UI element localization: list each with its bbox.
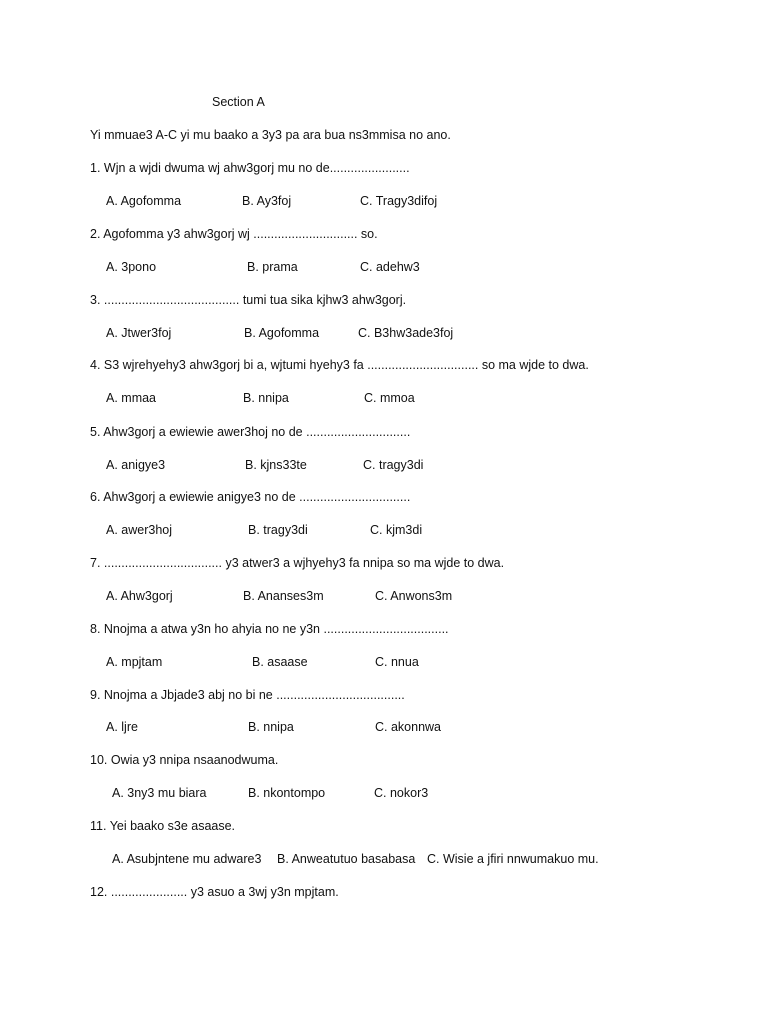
q11-option-b: B. Anweatutuo basabasa [277, 852, 416, 866]
q4-option-a: A. mmaa [106, 391, 157, 405]
question-10: 10. Owia y3 nnipa nsaanodwuma. [90, 753, 279, 767]
question-8: 8. Nnojma a atwa y3n ho ahyia no ne y3n .................................... [90, 622, 449, 636]
q11-option-a: A. Asubjntene mu adware3 [112, 852, 262, 866]
section-title: Section A [212, 95, 265, 109]
q1-option-b: B. Ay3foj [242, 194, 292, 208]
question-2: 2. Agofomma y3 ahw3gorj wj .............................. so. [90, 227, 378, 241]
q3-option-c: C. B3hw3ade3foj [358, 326, 454, 340]
q1-option-a: A. Agofomma [106, 194, 182, 208]
q8-option-a: A. mpjtam [106, 655, 163, 669]
q2-option-b: B. prama [247, 260, 298, 274]
question-7: 7. .................................. y3 atwer3 a wjhyehy3 fa nnipa so ma wjde to dwa. [90, 556, 505, 570]
q9-option-b: B. nnipa [248, 720, 294, 734]
q5-option-a: A. anigye3 [106, 458, 166, 472]
q5-option-c: C. tragy3di [363, 458, 424, 472]
q6-option-c: C. kjm3di [370, 523, 423, 537]
q2-option-c: C. adehw3 [360, 260, 420, 274]
q10-option-b: B. nkontompo [248, 786, 326, 800]
q4-option-c: C. mmoa [364, 391, 415, 405]
q9-option-a: A. ljre [106, 720, 138, 734]
q7-option-b: B. Ananses3m [243, 589, 324, 603]
q8-option-c: C. nnua [375, 655, 419, 669]
q1-option-c: C. Tragy3difoj [360, 194, 438, 208]
q11-option-c: C. Wisie a jfiri nnwumakuo mu. [427, 852, 599, 866]
q6-option-a: A. awer3hoj [106, 523, 173, 537]
question-3: 3. ....................................... tumi tua sika kjhw3 ahw3gorj. [90, 293, 407, 307]
q10-option-a: A. 3ny3 mu biara [112, 786, 207, 800]
q6-option-b: B. tragy3di [248, 523, 308, 537]
question-5: 5. Ahw3gorj a ewiewie awer3hoj no de .............................. [90, 425, 411, 439]
q3-option-a: A. Jtwer3foj [106, 326, 172, 340]
question-4: 4. S3 wjrehyehy3 ahw3gorj bi a, wjtumi hyehy3 fa ................................ so ma wjde to dwa. [90, 358, 589, 372]
question-9: 9. Nnojma a Jbjade3 abj no bi ne ..................................... [90, 688, 405, 702]
question-1: 1. Wjn a wjdi dwuma wj ahw3gorj mu no de....................... [90, 161, 410, 175]
question-12: 12. ...................... y3 asuo a 3wj y3n mpjtam. [90, 885, 339, 899]
q9-option-c: C. akonnwa [375, 720, 442, 734]
question-11: 11. Yei baako s3e asaase. [90, 819, 236, 833]
q2-option-a: A. 3pono [106, 260, 157, 274]
q8-option-b: B. asaase [252, 655, 308, 669]
q7-option-c: C. Anwons3m [375, 589, 453, 603]
q3-option-b: B. Agofomma [244, 326, 320, 340]
q5-option-b: B. kjns33te [245, 458, 307, 472]
instructions: Yi mmuae3 A-C yi mu baako a 3y3 pa ara bua ns3mmisa no ano. [90, 128, 451, 142]
q4-option-b: B. nnipa [243, 391, 289, 405]
q7-option-a: A. Ahw3gorj [106, 589, 173, 603]
q10-option-c: C. nokor3 [374, 786, 429, 800]
question-6: 6. Ahw3gorj a ewiewie anigye3 no de ................................ [90, 490, 411, 504]
